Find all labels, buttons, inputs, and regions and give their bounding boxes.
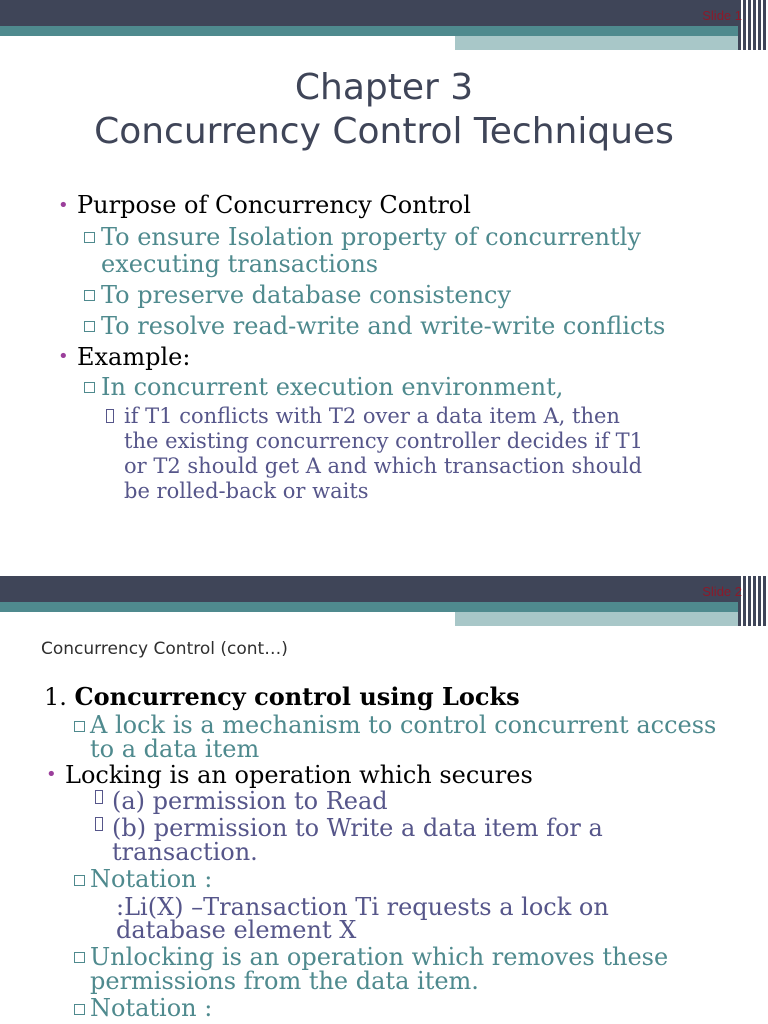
item-title: Concurrency control using Locks: [74, 682, 520, 711]
notation-1-line1: :Li(X) –Transaction Ti requests a lock on: [116, 893, 609, 921]
header-stripes: [738, 576, 768, 626]
bullet-example: Example:: [77, 343, 191, 371]
missing-glyph-bullet: [106, 409, 114, 423]
slide-number: Slide 1: [702, 8, 742, 23]
lock-def-line1: A lock is a mechanism to control concurrent access: [90, 711, 717, 739]
bullet-locking: Locking is an operation which secures: [65, 761, 533, 789]
numbered-item: [44, 682, 520, 711]
perm-write-line2: transaction.: [112, 838, 258, 866]
header-band-light: [455, 36, 768, 50]
square-bullet: [84, 382, 95, 393]
square-bullet: [84, 321, 95, 332]
slide-2: [0, 576, 768, 1024]
missing-glyph-bullet: [95, 790, 103, 804]
perm-write-line1: (b) permission to Write a data item for a: [112, 814, 603, 842]
header-stripes: [738, 0, 768, 50]
header-band-light: [455, 612, 768, 626]
notation-2: Notation :: [90, 994, 213, 1022]
sub-conflicts: To resolve read-write and write-write conflicts: [101, 312, 666, 340]
sub-isolation-line2: executing transactions: [101, 250, 379, 278]
title-line-1: Chapter 3: [294, 67, 474, 108]
perm-read: (a) permission to Read: [112, 787, 388, 815]
square-bullet: [84, 232, 95, 243]
square-bullet: [74, 952, 85, 963]
slide-heading: Concurrency Control (cont…): [41, 639, 288, 659]
title-line-2: Concurrency Control Techniques: [94, 111, 674, 152]
header-band-dark: [0, 576, 768, 602]
detail-line-4: be rolled-back or waits: [124, 479, 369, 503]
bullet-dot: •: [58, 346, 69, 367]
detail-line-2: the existing concurrency controller decides if T1: [124, 429, 644, 453]
missing-glyph-bullet: [95, 817, 103, 831]
sub-isolation-line1: To ensure Isolation property of concurrently: [101, 223, 641, 251]
square-bullet: [74, 875, 85, 886]
sub-concurrent-env: In concurrent execution environment,: [101, 373, 564, 401]
lock-def-line2: to a data item: [90, 735, 260, 763]
square-bullet: [84, 290, 95, 301]
header-band-teal: [0, 26, 768, 36]
slide-number: Slide 2: [702, 584, 742, 599]
header-band-teal: [0, 602, 768, 612]
notation-1: Notation :: [90, 865, 213, 893]
header-band-dark: [0, 0, 768, 26]
bullet-dot: •: [46, 764, 57, 785]
bullet-dot: •: [58, 195, 69, 216]
item-number: 1.: [44, 683, 75, 711]
unlock-line2: permissions from the data item.: [90, 967, 479, 995]
notation-1-line2: database element X: [116, 916, 357, 944]
detail-line-3: or T2 should get A and which transaction should: [124, 454, 643, 478]
square-bullet: [74, 721, 85, 732]
square-bullet: [74, 1004, 85, 1015]
slide-title: [0, 66, 768, 154]
unlock-line1: Unlocking is an operation which removes these: [90, 943, 669, 971]
bullet-purpose: Purpose of Concurrency Control: [77, 191, 471, 219]
sub-consistency: To preserve database consistency: [101, 281, 512, 309]
detail-line-1: if T1 conflicts with T2 over a data item A, then: [124, 404, 620, 428]
